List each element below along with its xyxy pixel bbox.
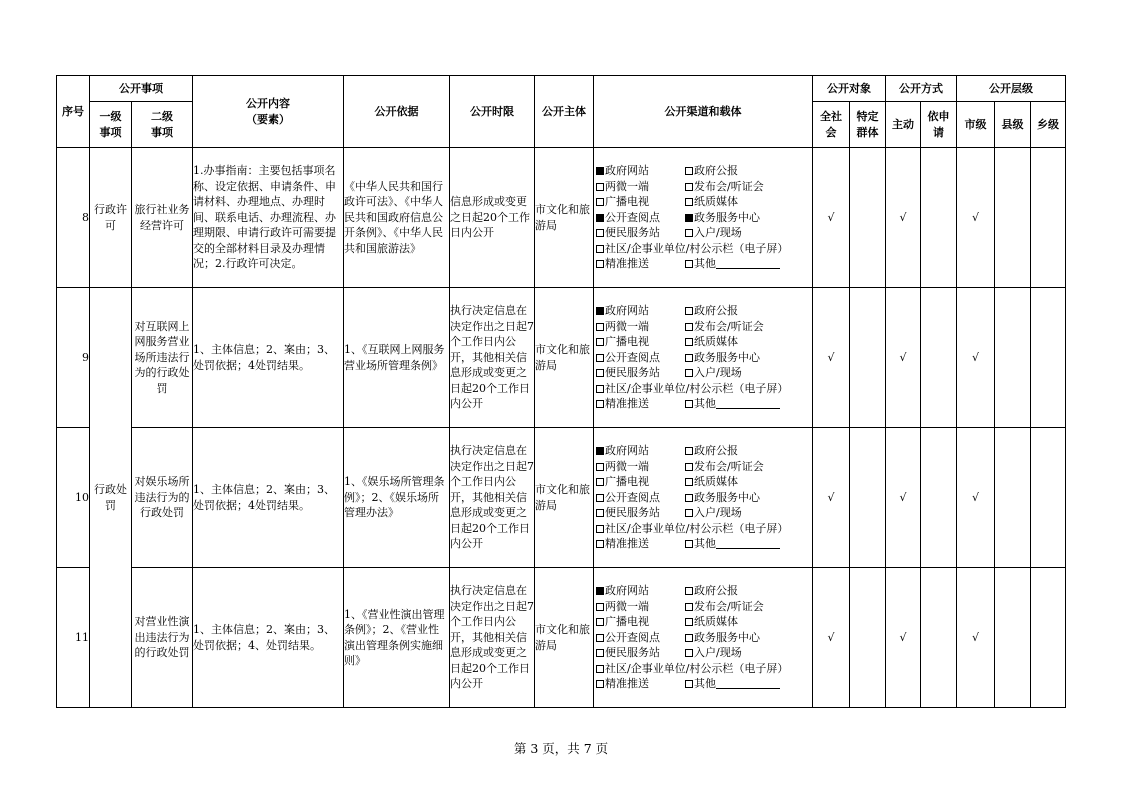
- table-row: [57, 148, 1066, 288]
- channel-option-gov_site: 政府网站: [596, 163, 685, 179]
- checkbox-icon: [596, 680, 604, 688]
- checkbox-icon: [596, 338, 604, 346]
- row-target-specific: [850, 288, 886, 428]
- row-level-city: √: [957, 428, 995, 568]
- checkbox-icon: [596, 167, 604, 175]
- channel-option-service_center: 政务服务中心: [685, 490, 810, 506]
- channel-option-service_center: 政务服务中心: [685, 350, 810, 366]
- row-time-limit: 执行决定信息在决定作出之日起7个工作日内公开，其他相关信息形成或变更之日起20个工作日内公开: [450, 288, 535, 428]
- row-level-town: [1031, 428, 1066, 568]
- checkbox-icon: [596, 447, 604, 455]
- row-target-all: √: [813, 148, 850, 288]
- checkbox-icon: [685, 478, 693, 486]
- row-method-active: √: [886, 428, 921, 568]
- channel-list: [594, 163, 812, 272]
- channel-option-radio_tv: 广播电视: [596, 474, 685, 490]
- row-level2: 对娱乐场所违法行为的行政处罚: [132, 428, 193, 568]
- checkbox-icon: [685, 400, 693, 408]
- row-subject: 市文化和旅游局: [535, 428, 594, 568]
- channel-option-service_station: 便民服务站: [596, 225, 685, 241]
- checkbox-icon: [596, 618, 604, 626]
- row-time-limit: 执行决定信息在决定作出之日起7个工作日内公开，其他相关信息形成或变更之日起20个工作日内公开: [450, 568, 535, 708]
- channel-option-two_one: 两微一端: [596, 599, 685, 615]
- row-channels: [594, 288, 813, 428]
- table-row: [57, 428, 1066, 568]
- channel-option-reading_point: 公开查阅点: [596, 350, 685, 366]
- row-method-apply: [921, 428, 957, 568]
- channel-option-other: 其他: [685, 536, 810, 552]
- channel-option-onsite: 入户/现场: [685, 505, 810, 521]
- other-underline: [716, 678, 780, 689]
- header-method-apply: 依申 请: [921, 102, 957, 148]
- channel-option-bulletin: 社区/企事业单位/村公示栏（电子屏）: [596, 521, 788, 537]
- row-level-county: [995, 428, 1031, 568]
- checkbox-icon: [596, 385, 604, 393]
- row-target-specific: [850, 568, 886, 708]
- header-target-all: 全社 会: [813, 102, 850, 148]
- row-level-county: [995, 288, 1031, 428]
- header-seq: 序号: [57, 76, 90, 148]
- channel-option-other: 其他: [685, 256, 810, 272]
- header-channel: 公开渠道和载体: [594, 76, 813, 148]
- checkbox-icon: [596, 183, 604, 191]
- row-channels: [594, 148, 813, 288]
- channel-option-other: 其他: [685, 396, 810, 412]
- checkbox-icon: [685, 167, 693, 175]
- row-method-apply: [921, 288, 957, 428]
- channel-option-press: 发布会/听证会: [685, 319, 810, 335]
- table-row: [57, 288, 1066, 428]
- checkbox-icon: [685, 509, 693, 517]
- channel-option-service_station: 便民服务站: [596, 505, 685, 521]
- row-target-all: √: [813, 568, 850, 708]
- row-time-limit: 执行决定信息在决定作出之日起7个工作日内公开，其他相关信息形成或变更之日起20个工作日内公开: [450, 428, 535, 568]
- table-row: [57, 568, 1066, 708]
- channel-option-service_station: 便民服务站: [596, 645, 685, 661]
- channel-option-push: 精准推送: [596, 536, 685, 552]
- checkbox-icon: [596, 354, 604, 362]
- other-underline: [716, 538, 780, 549]
- channel-option-press: 发布会/听证会: [685, 459, 810, 475]
- header-level-town: 乡级: [1031, 102, 1066, 148]
- channel-option-press: 发布会/听证会: [685, 179, 810, 195]
- header-target-group: 公开对象: [813, 76, 886, 102]
- other-underline: [716, 258, 780, 269]
- row-level2: 对互联网上网服务营业场所违法行为的行政处罚: [132, 288, 193, 428]
- channel-option-gov_gazette: 政府公报: [685, 303, 810, 319]
- header-method-group: 公开方式: [886, 76, 957, 102]
- checkbox-icon: [596, 214, 604, 222]
- header-content: 公开内容 （要素）: [193, 76, 344, 148]
- row-level-county: [995, 568, 1031, 708]
- checkbox-icon: [596, 245, 604, 253]
- row-subject: 市文化和旅游局: [535, 288, 594, 428]
- channel-option-gov_gazette: 政府公报: [685, 163, 810, 179]
- checkbox-icon: [685, 634, 693, 642]
- channel-option-gov_site: 政府网站: [596, 583, 685, 599]
- row-basis: 1、《娱乐场所管理条例》；2、《娱乐场所管理办法》: [344, 428, 450, 568]
- channel-list: [594, 443, 812, 552]
- row-content: 1.办事指南：主要包括事项名称、设定依据、申请条件、申请材料、办理地点、办理时间、联系电话、办理流程、办理期限、申请行政许可需要提交的全部材料目录及办理情况；2.行政许可决定。: [193, 148, 344, 288]
- channel-option-push: 精准推送: [596, 676, 685, 692]
- channel-option-radio_tv: 广播电视: [596, 614, 685, 630]
- channel-option-gov_site: 政府网站: [596, 443, 685, 459]
- checkbox-icon: [685, 494, 693, 502]
- checkbox-icon: [685, 603, 693, 611]
- row-content: 1、主体信息；2、案由；3、处罚依据；4处罚结果。: [193, 428, 344, 568]
- channel-option-two_one: 两微一端: [596, 179, 685, 195]
- row-method-active: √: [886, 288, 921, 428]
- checkbox-icon: [596, 323, 604, 331]
- checkbox-icon: [596, 369, 604, 377]
- header-time-limit: 公开时限: [450, 76, 535, 148]
- checkbox-icon: [685, 214, 693, 222]
- checkbox-icon: [685, 447, 693, 455]
- checkbox-icon: [685, 323, 693, 331]
- row-method-apply: [921, 148, 957, 288]
- channel-option-radio_tv: 广播电视: [596, 334, 685, 350]
- checkbox-icon: [685, 369, 693, 377]
- channel-option-service_center: 政务服务中心: [685, 210, 810, 226]
- channel-option-push: 精准推送: [596, 256, 685, 272]
- header-item-group: 公开事项: [90, 76, 193, 102]
- disclosure-table: [56, 75, 1066, 708]
- channel-option-service_center: 政务服务中心: [685, 630, 810, 646]
- checkbox-icon: [596, 229, 604, 237]
- checkbox-icon: [685, 649, 693, 657]
- checkbox-icon: [596, 260, 604, 268]
- row-target-specific: [850, 428, 886, 568]
- row-basis: 1、《营业性演出管理条例》；2、《营业性演出管理条例实施细则》: [344, 568, 450, 708]
- channel-option-reading_point: 公开查阅点: [596, 490, 685, 506]
- checkbox-icon: [596, 540, 604, 548]
- channel-option-two_one: 两微一端: [596, 319, 685, 335]
- page-footer: 第 3 页，共 7 页: [513, 741, 609, 756]
- checkbox-icon: [596, 494, 604, 502]
- checkbox-icon: [596, 587, 604, 595]
- checkbox-icon: [596, 463, 604, 471]
- checkbox-icon: [685, 229, 693, 237]
- checkbox-icon: [596, 665, 604, 673]
- channel-option-other: 其他: [685, 676, 810, 692]
- channel-option-bulletin: 社区/企事业单位/村公示栏（电子屏）: [596, 241, 788, 257]
- checkbox-icon: [596, 509, 604, 517]
- row-basis: 《中华人民共和国行政许可法》、《中华人民共和国政府信息公开条例》、《中华人民共和国旅游法》: [344, 148, 450, 288]
- row-level-city: √: [957, 288, 995, 428]
- row-target-specific: [850, 148, 886, 288]
- channel-option-bulletin: 社区/企事业单位/村公示栏（电子屏）: [596, 381, 788, 397]
- row-time-limit: 信息形成或变更之日起20个工作日内公开: [450, 148, 535, 288]
- row-seq: 8: [57, 148, 90, 288]
- header-level-group: 公开层级: [957, 76, 1066, 102]
- channel-list: [594, 303, 812, 412]
- row-seq: 9: [57, 288, 90, 428]
- channel-option-gov_gazette: 政府公报: [685, 583, 810, 599]
- row-level-town: [1031, 568, 1066, 708]
- channel-option-push: 精准推送: [596, 396, 685, 412]
- checkbox-icon: [596, 525, 604, 533]
- checkbox-icon: [685, 198, 693, 206]
- checkbox-icon: [596, 400, 604, 408]
- header-method-active: 主动: [886, 102, 921, 148]
- row-level2: 旅行社业务经营许可: [132, 148, 193, 288]
- checkbox-icon: [685, 183, 693, 191]
- row-subject: 市文化和旅游局: [535, 148, 594, 288]
- checkbox-icon: [685, 540, 693, 548]
- row-level1: 行政处罚: [90, 288, 132, 708]
- channel-option-gov_gazette: 政府公报: [685, 443, 810, 459]
- row-level2: 对营业性演出违法行为的行政处罚: [132, 568, 193, 708]
- row-level-town: [1031, 288, 1066, 428]
- row-seq: 10: [57, 428, 90, 568]
- channel-option-radio_tv: 广播电视: [596, 194, 685, 210]
- checkbox-icon: [596, 634, 604, 642]
- header-level-city: 市级: [957, 102, 995, 148]
- channel-option-service_station: 便民服务站: [596, 365, 685, 381]
- checkbox-icon: [685, 618, 693, 626]
- row-content: 1、主体信息；2、案由；3、处罚依据；4处罚结果。: [193, 288, 344, 428]
- channel-option-reading_point: 公开查阅点: [596, 630, 685, 646]
- row-seq: 11: [57, 568, 90, 708]
- checkbox-icon: [685, 680, 693, 688]
- checkbox-icon: [596, 478, 604, 486]
- checkbox-icon: [685, 307, 693, 315]
- header-level1: 一级 事项: [90, 102, 132, 148]
- checkbox-icon: [596, 649, 604, 657]
- checkbox-icon: [596, 307, 604, 315]
- checkbox-icon: [685, 260, 693, 268]
- channel-option-onsite: 入户/现场: [685, 225, 810, 241]
- row-level-city: √: [957, 148, 995, 288]
- row-basis: 1、《互联网上网服务营业场所管理条例》: [344, 288, 450, 428]
- row-level-county: [995, 148, 1031, 288]
- checkbox-icon: [685, 463, 693, 471]
- channel-option-onsite: 入户/现场: [685, 365, 810, 381]
- row-subject: 市文化和旅游局: [535, 568, 594, 708]
- row-target-all: √: [813, 428, 850, 568]
- header-subject: 公开主体: [535, 76, 594, 148]
- row-content: 1、主体信息；2、案由；3、处罚依据；4、处罚结果。: [193, 568, 344, 708]
- channel-option-onsite: 入户/现场: [685, 645, 810, 661]
- channel-option-paper: 纸质媒体: [685, 614, 810, 630]
- header-level-county: 县级: [995, 102, 1031, 148]
- channel-option-paper: 纸质媒体: [685, 474, 810, 490]
- channel-option-press: 发布会/听证会: [685, 599, 810, 615]
- channel-option-bulletin: 社区/企事业单位/村公示栏（电子屏）: [596, 661, 788, 677]
- row-level-city: √: [957, 568, 995, 708]
- checkbox-icon: [685, 338, 693, 346]
- header-level2: 二级 事项: [132, 102, 193, 148]
- row-method-active: √: [886, 148, 921, 288]
- row-channels: [594, 428, 813, 568]
- row-channels: [594, 568, 813, 708]
- header-target-specific: 特定 群体: [850, 102, 886, 148]
- row-level1: 行政许可: [90, 148, 132, 288]
- row-method-active: √: [886, 568, 921, 708]
- channel-option-paper: 纸质媒体: [685, 194, 810, 210]
- checkbox-icon: [685, 354, 693, 362]
- header-basis: 公开依据: [344, 76, 450, 148]
- row-level-town: [1031, 148, 1066, 288]
- row-target-all: √: [813, 288, 850, 428]
- channel-option-gov_site: 政府网站: [596, 303, 685, 319]
- checkbox-icon: [596, 198, 604, 206]
- channel-option-two_one: 两微一端: [596, 459, 685, 475]
- row-method-apply: [921, 568, 957, 708]
- channel-option-reading_point: 公开查阅点: [596, 210, 685, 226]
- checkbox-icon: [596, 603, 604, 611]
- channel-list: [594, 583, 812, 692]
- channel-option-paper: 纸质媒体: [685, 334, 810, 350]
- checkbox-icon: [685, 587, 693, 595]
- other-underline: [716, 398, 780, 409]
